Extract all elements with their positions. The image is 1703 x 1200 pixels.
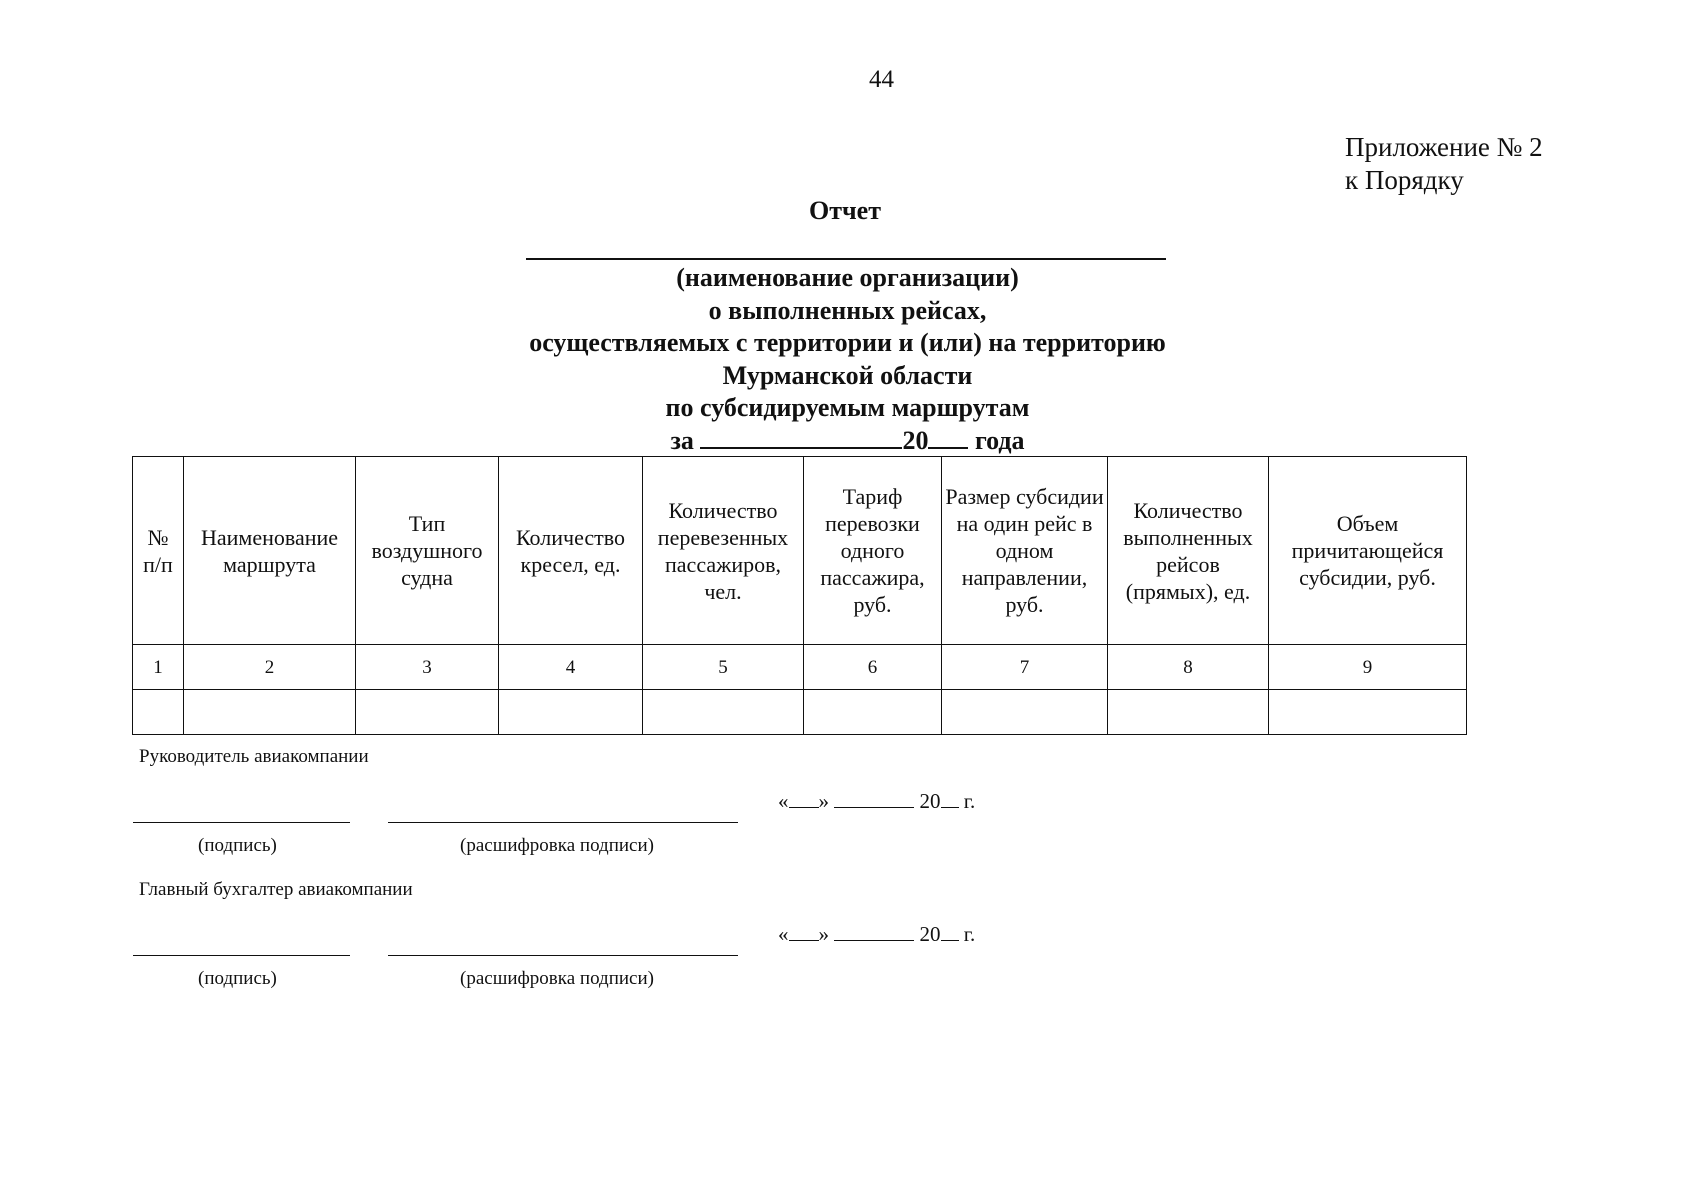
table-header-row [133, 457, 1467, 645]
period-year-blank [928, 446, 968, 449]
signature-caption: (подпись) [198, 835, 277, 856]
period-year: 20 [902, 425, 929, 455]
signature-date [778, 922, 975, 947]
column-number: 2 [184, 645, 356, 690]
column-header: Количество выполненных рейсов (прямых), ед. [1108, 457, 1269, 645]
organization-placeholder: (наименование организации) [676, 263, 1019, 292]
date-suffix: г. [963, 922, 976, 946]
signature-line [133, 822, 350, 823]
date-open-quote: « [778, 922, 789, 946]
column-number: 9 [1269, 645, 1467, 690]
column-number: 1 [133, 645, 184, 690]
signature-date [778, 789, 975, 814]
decode-caption: (расшифровка подписи) [460, 968, 654, 989]
column-number: 8 [1108, 645, 1269, 690]
empty-data-row [133, 690, 1467, 735]
date-year: 20 [919, 922, 941, 946]
day-blank [789, 789, 819, 808]
column-header: № п/п [133, 457, 184, 645]
signature-decode-line [388, 822, 738, 823]
column-header: Объем причитающейся субсидии, руб. [1269, 457, 1467, 645]
column-header: Тип воздушного судна [356, 457, 499, 645]
signatory-title: Руководитель авиакомпании [139, 746, 369, 767]
empty-cell [1269, 690, 1467, 735]
column-header: Тариф перевозки одного пассажира, руб. [804, 457, 942, 645]
column-number: 4 [499, 645, 643, 690]
month-blank [834, 922, 914, 941]
page-number: 44 [869, 66, 894, 93]
period-blank [700, 446, 902, 449]
empty-cell [356, 690, 499, 735]
empty-cell [804, 690, 942, 735]
empty-cell [1108, 690, 1269, 735]
column-number: 5 [643, 645, 804, 690]
column-header: Наименование маршрута [184, 457, 356, 645]
reporting-period [0, 425, 1695, 458]
column-number: 7 [942, 645, 1108, 690]
year-blank [941, 922, 959, 941]
empty-cell [499, 690, 643, 735]
date-open-quote: « [778, 789, 789, 813]
empty-cell [133, 690, 184, 735]
column-number: 3 [356, 645, 499, 690]
date-suffix: г. [963, 789, 976, 813]
subtitle-line-4: по субсидируемым маршрутам [665, 393, 1030, 422]
report-table [132, 456, 1467, 735]
column-number: 6 [804, 645, 942, 690]
month-blank [834, 789, 914, 808]
signature-caption: (подпись) [198, 968, 277, 989]
signatory-title: Главный бухгалтер авиакомпании [139, 879, 413, 900]
report-subtitle [0, 262, 1695, 457]
column-header: Размер субсидии на один рейс в одном направлении, руб. [942, 457, 1108, 645]
day-blank [789, 922, 819, 941]
appendix-line-2: к Порядку [1345, 165, 1464, 195]
subtitle-line-2: осуществляемых с территории и (или) на территорию [529, 328, 1166, 357]
column-header: Количество кресел, ед. [499, 457, 643, 645]
date-close-quote: » [818, 922, 829, 946]
period-suffix: года [974, 425, 1025, 455]
subtitle-line-1: о выполненных рейсах, [708, 295, 987, 325]
date-close-quote: » [818, 789, 829, 813]
empty-cell [184, 690, 356, 735]
period-prefix: за [670, 425, 694, 455]
empty-cell [942, 690, 1108, 735]
year-blank [941, 789, 959, 808]
report-title: Отчет [809, 196, 881, 225]
empty-cell [643, 690, 804, 735]
organization-name-line [526, 258, 1166, 260]
signature-line [133, 955, 350, 956]
column-number-row [133, 645, 1467, 690]
date-year: 20 [919, 789, 941, 813]
appendix-note [1345, 131, 1543, 197]
appendix-line-1: Приложение № 2 [1345, 132, 1543, 162]
decode-caption: (расшифровка подписи) [460, 835, 654, 856]
column-header: Количество перевезенных пассажиров, чел. [643, 457, 804, 645]
signature-decode-line [388, 955, 738, 956]
subtitle-line-3: Мурманской области [722, 360, 973, 390]
